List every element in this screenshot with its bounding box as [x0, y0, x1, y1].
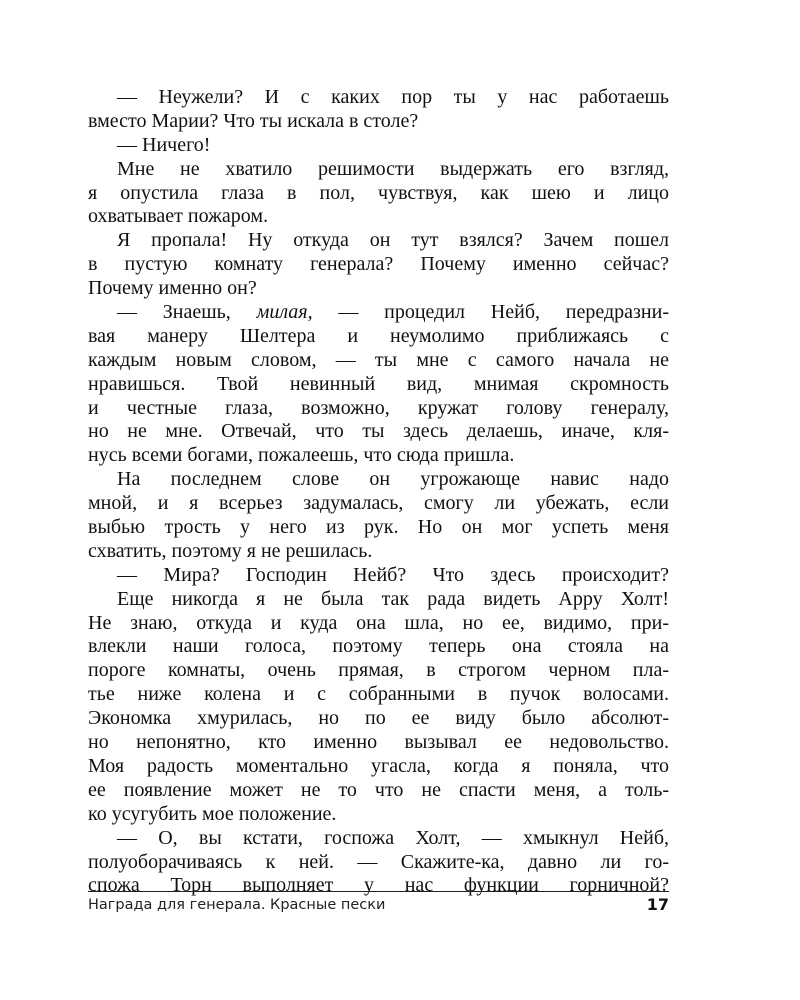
- text-line: вая манеру Шелтера и неумолимо приближаясь с: [88, 324, 669, 347]
- text-line: нравишься. Твой невинный вид, мнимая скромность: [88, 372, 669, 395]
- text-line: выбью трость у него из рук. Но он мог успеть меня: [88, 516, 669, 539]
- text-line: и честные глаза, возможно, кружат голову генералу,: [88, 396, 669, 419]
- text-line: но непонятно, кто именно вызывал ее недовольство.: [88, 731, 669, 754]
- text-line: Моя радость моментально угасла, когда я поняла, что: [88, 754, 669, 777]
- text-segment: , — процедил Нейб, передразни-: [307, 301, 669, 324]
- text-line: охватывает пожаром.: [88, 205, 269, 228]
- text-line: — Ничего!: [117, 133, 211, 156]
- text-line: — Мира? Господин Нейб? Что здесь происходит?: [117, 563, 669, 586]
- text-line: На последнем слове он угрожающе навис надо: [117, 468, 669, 491]
- text-line: схватить, поэтому я не решилась.: [88, 539, 373, 562]
- text-line: в пустую комнату генерала? Почему именно сейчас?: [88, 253, 669, 276]
- text-line: — О, вы кстати, госпожа Холт, — хмыкнул Нейб,: [117, 826, 669, 849]
- text-line: — Неужели? И с каких пор ты у нас работаешь: [117, 86, 669, 108]
- emphasized-word: милая: [256, 301, 308, 324]
- text-line: нусь всеми богами, пожалеешь, что сюда пришла.: [88, 444, 515, 467]
- running-footer-title: Награда для генерала. Красные пески: [88, 897, 386, 913]
- page-number: 17: [646, 895, 669, 914]
- text-line: Не знаю, откуда и куда она шла, но ее, видимо, при-: [88, 611, 669, 634]
- text-line: тье ниже колена и с собранными в пучок волосами.: [88, 683, 669, 706]
- text-line: Еще никогда я не была так рада видеть Арру Холт!: [117, 587, 669, 610]
- text-line: ко усугубить мое положение.: [88, 802, 337, 825]
- text-line: но не мне. Отвечай, что ты здесь делаешь, иначе, кля-: [88, 420, 669, 443]
- text-line: влекли наши голоса, поэтому теперь она стояла на: [88, 635, 669, 658]
- body-text: [88, 86, 669, 898]
- text-line: я опустила глаза в пол, чувствуя, как шею и лицо: [88, 181, 669, 204]
- text-line: каждым новым словом, — ты мне с самого начала не: [88, 348, 669, 371]
- text-line: Экономка хмурилась, но по ее виду было абсолют-: [88, 707, 669, 730]
- text-line: мной, и я всерьез задумалась, смогу ли убежать, если: [88, 492, 669, 515]
- text-line: Мне не хватило решимости выдержать его взгляд,: [117, 157, 669, 180]
- text-line: Я пропала! Ну откуда он тут взялся? Зачем пошел: [117, 229, 669, 252]
- text-line: спожа Торн выполняет у нас функции горничной?: [88, 874, 669, 897]
- footer-divider: [88, 891, 669, 892]
- text-line: [117, 301, 669, 325]
- text-line: Почему именно он?: [88, 277, 257, 300]
- text-segment: — Знаешь,: [117, 301, 257, 324]
- text-line: пороге комнаты, очень прямая, в строгом черном пла-: [88, 659, 669, 682]
- text-line: полуоборачиваясь к ней. — Скажите-ка, давно ли го-: [88, 850, 669, 873]
- text-line: ее появление может не то что не спасти меня, а толь-: [88, 778, 669, 801]
- text-line: вместо Марии? Что ты искала в столе?: [88, 109, 419, 132]
